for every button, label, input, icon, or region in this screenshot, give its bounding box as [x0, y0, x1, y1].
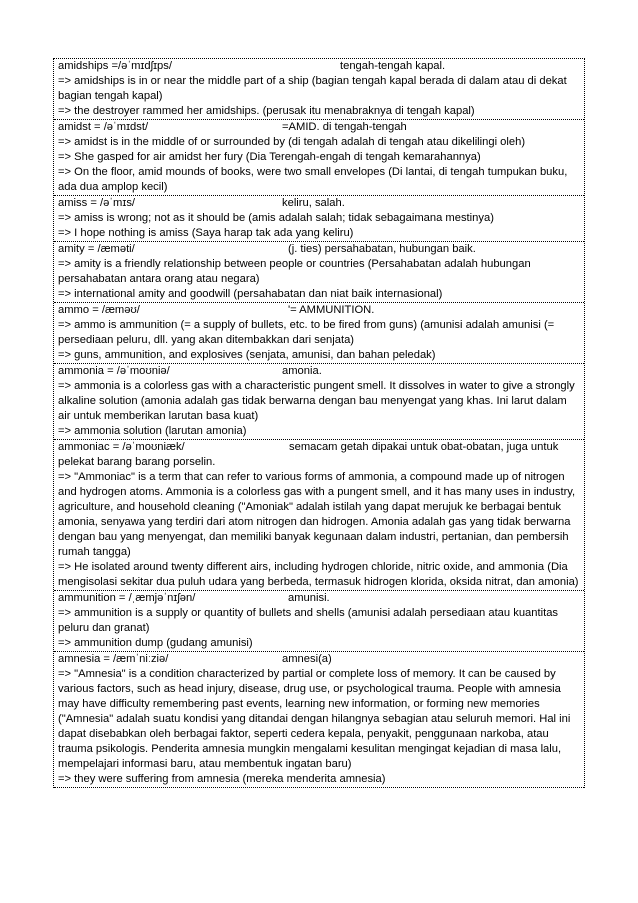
entry-header — [56, 196, 582, 211]
entry-line: => ammo is ammunition (= a supply of bullets, etc. to be fired from guns) (amunisi adalah amunisi (= persediaan peluru, dll. yang akan ditembakkan dari senjata) — [58, 319, 555, 346]
entry-line: => amiss is wrong; not as it should be (amis adalah salah; tidak sebagaimana mestinya) — [58, 212, 494, 224]
entry-ammo — [54, 303, 584, 364]
entry-header — [56, 591, 582, 606]
entry-line: => "Amnesia" is a condition characterized by partial or complete loss of memory. It can be caused by various factors, such as head injury, disease, drug use, or psychological trauma. People with amnesia may have difficulty remembering past events, learning new information, or forming new memories ("Amnesia" adalah suatu kondisi yang ditandai dengan hilangnya sebagian atau seluruh memori. Hal ini dapat disebabkan oleh berbagai faktor, seperti cedera kepala, penyakit, penggunaan narkoba, atau trauma psikologis. Penderita amnesia mungkin mengalami kesulitan mengingat kejadian di masa lalu, mempelajari informasi baru, atau membentuk ingatan baru) — [58, 668, 571, 770]
entry-meaning: amnesi(a) — [282, 653, 332, 665]
entry-ammunition — [54, 591, 584, 652]
entry-ammoniac — [54, 440, 584, 591]
entry-meaning: keliru, salah. — [282, 197, 345, 209]
entry-term: amidst = /əˈmɪdst/ — [58, 121, 149, 133]
entry-term: ammoniac = /əˈmoʊniæk/ — [58, 441, 185, 453]
entry-meaning: amonia. — [282, 365, 322, 377]
entry-header — [56, 652, 582, 667]
entry-term: ammo = /æməʊ/ — [58, 304, 140, 316]
entry-line: => amidships is in or near the middle part of a ship (bagian tengah kapal berada di dalam atau di dekat bagian tengah kapal) — [58, 75, 567, 102]
entry-meaning: (j. ties) persahabatan, hubungan baik. — [288, 243, 476, 255]
entry-term: amiss = /əˈmɪs/ — [58, 197, 136, 209]
entry-line: => amity is a friendly relationship between people or countries (Persahabatan adalah hubungan persahabatan antara orang atau negara) — [58, 258, 531, 285]
entry-line: => ammonia solution (larutan amonia) — [58, 425, 247, 437]
entry-ammonia — [54, 364, 584, 440]
entry-line: => the destroyer rammed her amidships. (perusak itu menabraknya di tengah kapal) — [58, 105, 475, 117]
entry-term: amidships =/əˈmɪdʃɪps/ — [58, 60, 172, 72]
entry-line: => ammonia is a colorless gas with a characteristic pungent smell. It dissolves in water to give a strongly alkaline solution (amonia adalah gas tidak berwarna dengan bau menyengat yang khas. Ini larut dalam air untuk memberikan larutan basa kuat) — [58, 380, 575, 422]
entry-header — [56, 242, 582, 257]
entry-amity — [54, 242, 584, 303]
entry-line: => they were suffering from amnesia (mereka menderita amnesia) — [58, 773, 386, 785]
entry-meaning: semacam getah dipakai untuk obat-obatan, juga untuk — [289, 441, 559, 453]
entry-amidships — [54, 59, 584, 120]
entry-amidst — [54, 120, 584, 196]
entry-line: => On the floor, amid mounds of books, were two small envelopes (Di lantai, di tengah tumpukan buku, ada dua amplop kecil) — [58, 166, 568, 193]
entry-line: => international amity and goodwill (persahabatan dan niat baik internasional) — [58, 288, 443, 300]
entry-header — [56, 440, 582, 455]
entry-meaning: =AMID. di tengah-tengah — [282, 121, 407, 133]
entry-header — [56, 364, 582, 379]
entry-term: ammonia = /əˈmoʊniə/ — [58, 365, 170, 377]
entry-meaning: amunisi. — [288, 592, 330, 604]
entry-line: => guns, ammunition, and explosives (senjata, amunisi, dan bahan peledak) — [58, 349, 436, 361]
entry-line: => amidst is in the middle of or surrounded by (di tengah adalah di tengah atau dikelilingi oleh) — [58, 136, 526, 148]
entry-line: => She gasped for air amidst her fury (Dia Terengah-engah di tengah kemarahannya) — [58, 151, 481, 163]
entry-header — [56, 59, 582, 74]
entry-line: pelekat barang barang porselin. — [58, 456, 216, 468]
entry-line: => "Ammoniac" is a term that can refer to various forms of ammonia, a compound made up of nitrogen and hydrogen atoms. Ammonia is a colorless gas with a pungent smell, and it has many uses in industry, agriculture, and household cleaning ("Amoniak" adalah istilah yang dapat merujuk ke berbagai bentuk amonia, senyawa yang terdiri dari atom nitrogen dan hidrogen. Amonia adalah gas yang tidak berwarna dengan bau yang menyengat, dan memiliki banyak kegunaan dalam industri, pertanian, dan pembersih rumah tangga) — [58, 471, 576, 558]
entry-header — [56, 120, 582, 135]
entry-meaning: tengah-tengah kapal. — [340, 60, 446, 72]
entry-line: => I hope nothing is amiss (Saya harap tak ada yang keliru) — [58, 227, 354, 239]
dictionary-page — [53, 58, 585, 788]
entry-amiss — [54, 196, 584, 242]
entry-term: amity = /æməti/ — [58, 243, 135, 255]
entry-term: amnesia = /æmˈniːziə/ — [58, 653, 169, 665]
entry-line: => ammunition is a supply or quantity of bullets and shells (amunisi adalah persediaan atau kuantitas peluru dan granat) — [58, 607, 559, 634]
entry-amnesia — [54, 652, 584, 788]
entry-header — [56, 303, 582, 318]
entry-line: => ammunition dump (gudang amunisi) — [58, 637, 253, 649]
entry-term: ammunition = /ˌæmjəˈnɪʃən/ — [58, 592, 196, 604]
entry-meaning: '= AMMUNITION. — [288, 304, 375, 316]
entry-line: => He isolated around twenty different airs, including hydrogen chloride, nitric oxide, and ammonia (Dia mengisolasi sekitar dua puluh udara yang berbeda, termasuk hidrogen klorida, oksida nitrat, dan amonia) — [58, 561, 579, 588]
